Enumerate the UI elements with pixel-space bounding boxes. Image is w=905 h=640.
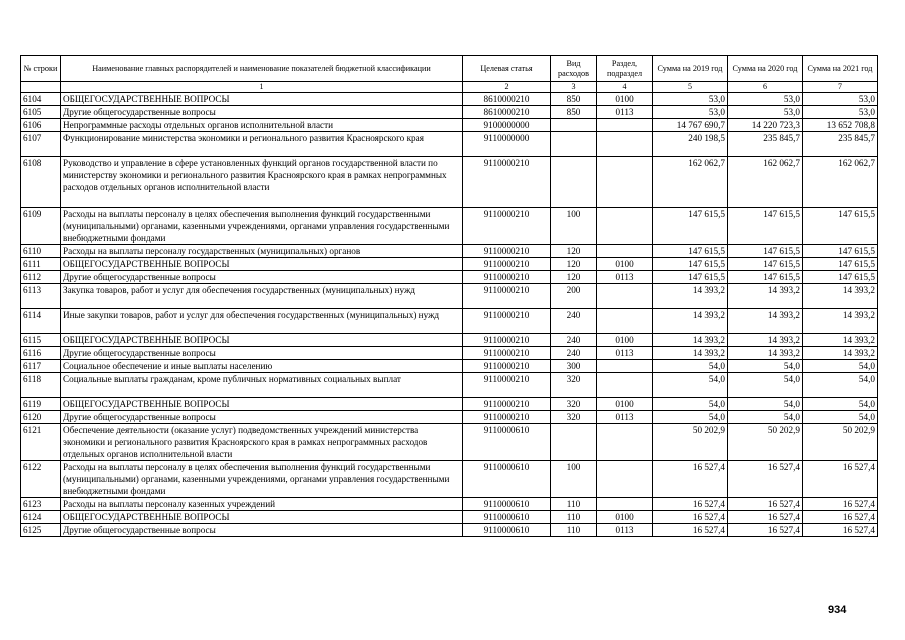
row-sum-2021: 147 615,5 [803, 245, 878, 258]
table-row [21, 258, 878, 271]
row-sum-2019: 50 202,9 [653, 424, 728, 461]
row-expense-type [551, 157, 597, 208]
table-row [21, 132, 878, 157]
row-section: 0100 [597, 398, 653, 411]
table-row [21, 119, 878, 132]
row-target-article: 9110000210 [463, 309, 551, 334]
row-expense-type: 110 [551, 511, 597, 524]
row-target-article: 9110000210 [463, 208, 551, 245]
row-expense-type: 240 [551, 347, 597, 360]
row-expense-type: 320 [551, 398, 597, 411]
row-section: 0100 [597, 93, 653, 106]
row-expense-type: 110 [551, 524, 597, 537]
row-sum-2019: 53,0 [653, 93, 728, 106]
table-row [21, 106, 878, 119]
row-sum-2021: 14 393,2 [803, 309, 878, 334]
row-number: 6124 [21, 511, 61, 524]
header-expense-type: Вид расходов [551, 56, 597, 82]
row-number: 6121 [21, 424, 61, 461]
row-expense-type: 110 [551, 498, 597, 511]
row-sum-2019: 14 767 690,7 [653, 119, 728, 132]
row-sum-2021: 147 615,5 [803, 258, 878, 271]
row-sum-2020: 147 615,5 [728, 258, 803, 271]
row-sum-2020: 147 615,5 [728, 208, 803, 245]
row-name: Расходы на выплаты персоналу казенных учреждений [61, 498, 463, 511]
row-number: 6117 [21, 360, 61, 373]
row-expense-type: 320 [551, 411, 597, 424]
row-name: Социальное обеспечение и иные выплаты населению [61, 360, 463, 373]
page-number: 934 [828, 604, 847, 616]
row-sum-2019: 53,0 [653, 106, 728, 119]
row-sum-2019: 147 615,5 [653, 208, 728, 245]
row-expense-type: 200 [551, 284, 597, 309]
row-section [597, 424, 653, 461]
row-expense-type: 120 [551, 245, 597, 258]
row-expense-type: 300 [551, 360, 597, 373]
table-body [21, 93, 878, 537]
row-target-article: 9110000210 [463, 157, 551, 208]
row-sum-2021: 54,0 [803, 373, 878, 398]
row-section [597, 360, 653, 373]
row-expense-type: 850 [551, 106, 597, 119]
row-sum-2020: 16 527,4 [728, 498, 803, 511]
row-sum-2021: 14 393,2 [803, 347, 878, 360]
row-name: Расходы на выплаты персоналу в целях обеспечения выполнения функций государственными (муниципальными) органами, казенными учреждениями, органами управления государственными внебюджетными фондами [61, 208, 463, 245]
row-target-article: 9110000610 [463, 424, 551, 461]
row-name: Другие общегосударственные вопросы [61, 106, 463, 119]
row-section [597, 498, 653, 511]
header-target: Целевая статья [463, 56, 551, 82]
row-expense-type: 240 [551, 309, 597, 334]
row-sum-2019: 162 062,7 [653, 157, 728, 208]
table-row [21, 498, 878, 511]
row-sum-2019: 14 393,2 [653, 334, 728, 347]
table-row [21, 245, 878, 258]
row-sum-2020: 162 062,7 [728, 157, 803, 208]
row-expense-type: 320 [551, 373, 597, 398]
row-name: Другие общегосударственные вопросы [61, 524, 463, 537]
row-sum-2021: 16 527,4 [803, 461, 878, 498]
table-header-row [21, 56, 878, 82]
row-sum-2019: 54,0 [653, 411, 728, 424]
row-expense-type [551, 132, 597, 157]
column-number: 4 [597, 82, 653, 93]
row-target-article: 9110000610 [463, 498, 551, 511]
row-number: 6112 [21, 271, 61, 284]
row-expense-type: 100 [551, 208, 597, 245]
row-target-article: 9110000210 [463, 360, 551, 373]
table-row [21, 411, 878, 424]
row-number: 6116 [21, 347, 61, 360]
row-section: 0113 [597, 347, 653, 360]
row-sum-2021: 50 202,9 [803, 424, 878, 461]
row-target-article: 9110000210 [463, 258, 551, 271]
row-sum-2020: 54,0 [728, 360, 803, 373]
row-section: 0100 [597, 511, 653, 524]
row-number: 6104 [21, 93, 61, 106]
header-sum-2020: Сумма на 2020 год [728, 56, 803, 82]
row-number: 6120 [21, 411, 61, 424]
row-number: 6125 [21, 524, 61, 537]
column-number: 2 [463, 82, 551, 93]
row-sum-2021: 53,0 [803, 93, 878, 106]
row-sum-2019: 54,0 [653, 373, 728, 398]
row-target-article: 9110000610 [463, 511, 551, 524]
header-sum-2021: Сумма на 2021 год [803, 56, 878, 82]
row-name: Другие общегосударственные вопросы [61, 347, 463, 360]
row-section [597, 157, 653, 208]
row-target-article: 9110000210 [463, 411, 551, 424]
row-expense-type: 240 [551, 334, 597, 347]
row-number: 6119 [21, 398, 61, 411]
row-sum-2020: 53,0 [728, 106, 803, 119]
row-target-article: 9110000610 [463, 524, 551, 537]
row-name: Непрограммные расходы отдельных органов исполнительной власти [61, 119, 463, 132]
header-row-no: № строки [21, 56, 61, 82]
table-row [21, 334, 878, 347]
row-section [597, 284, 653, 309]
row-sum-2020: 16 527,4 [728, 524, 803, 537]
row-number: 6122 [21, 461, 61, 498]
row-sum-2021: 16 527,4 [803, 524, 878, 537]
row-sum-2019: 240 198,5 [653, 132, 728, 157]
row-sum-2019: 147 615,5 [653, 245, 728, 258]
row-name: ОБЩЕГОСУДАРСТВЕННЫЕ ВОПРОСЫ [61, 511, 463, 524]
row-target-article: 9110000210 [463, 284, 551, 309]
row-name: Социальные выплаты гражданам, кроме публичных нормативных социальных выплат [61, 373, 463, 398]
row-sum-2020: 16 527,4 [728, 511, 803, 524]
row-number: 6115 [21, 334, 61, 347]
row-number: 6111 [21, 258, 61, 271]
row-number: 6114 [21, 309, 61, 334]
row-section: 0100 [597, 258, 653, 271]
row-number: 6107 [21, 132, 61, 157]
row-name: Руководство и управление в сфере установленных функций органов государственной власти по министерству экономики и регионального развития Красноярского края в рамках непрограммных расходов отдельных органов исполнительной власти [61, 157, 463, 208]
row-expense-type [551, 424, 597, 461]
column-number: 5 [653, 82, 728, 93]
row-sum-2021: 53,0 [803, 106, 878, 119]
row-sum-2021: 16 527,4 [803, 511, 878, 524]
row-sum-2019: 16 527,4 [653, 511, 728, 524]
table-row [21, 309, 878, 334]
row-section: 0113 [597, 411, 653, 424]
table-row [21, 208, 878, 245]
row-section: 0113 [597, 106, 653, 119]
row-sum-2020: 14 393,2 [728, 309, 803, 334]
table-row [21, 157, 878, 208]
row-section [597, 461, 653, 498]
row-sum-2021: 235 845,7 [803, 132, 878, 157]
row-number: 6109 [21, 208, 61, 245]
budget-sheet [20, 55, 878, 537]
row-name: Расходы на выплаты персоналу государственных (муниципальных) органов [61, 245, 463, 258]
row-sum-2020: 50 202,9 [728, 424, 803, 461]
row-number: 6106 [21, 119, 61, 132]
row-name: Обеспечение деятельности (оказание услуг) подведомственных учреждений министерства экономики и регионального развития Красноярского края в рамках непрограммных расходов отдельных органов исполнительной власти [61, 424, 463, 461]
row-sum-2020: 14 220 723,3 [728, 119, 803, 132]
header-name: Наименование главных распорядителей и наименование показателей бюджетной классификации [61, 56, 463, 82]
table-row [21, 524, 878, 537]
row-number: 6105 [21, 106, 61, 119]
column-number: 6 [728, 82, 803, 93]
row-target-article: 9110000210 [463, 334, 551, 347]
row-name: Закупка товаров, работ и услуг для обеспечения государственных (муниципальных) нужд [61, 284, 463, 309]
row-sum-2020: 53,0 [728, 93, 803, 106]
row-target-article: 9110000210 [463, 347, 551, 360]
column-number [21, 82, 61, 93]
row-sum-2019: 16 527,4 [653, 498, 728, 511]
row-section [597, 309, 653, 334]
row-sum-2020: 16 527,4 [728, 461, 803, 498]
row-number: 6108 [21, 157, 61, 208]
row-sum-2019: 16 527,4 [653, 524, 728, 537]
row-sum-2021: 147 615,5 [803, 208, 878, 245]
row-sum-2019: 14 393,2 [653, 347, 728, 360]
row-sum-2020: 14 393,2 [728, 334, 803, 347]
row-section [597, 132, 653, 157]
row-section: 0113 [597, 524, 653, 537]
table-row [21, 271, 878, 284]
row-name: Функционирование министерства экономики и регионального развития Красноярского края [61, 132, 463, 157]
budget-table [20, 55, 878, 537]
header-section: Раздел, подраздел [597, 56, 653, 82]
table-row [21, 511, 878, 524]
row-name: Другие общегосударственные вопросы [61, 411, 463, 424]
row-section [597, 373, 653, 398]
row-target-article: 9110000000 [463, 132, 551, 157]
row-sum-2020: 14 393,2 [728, 284, 803, 309]
row-expense-type: 120 [551, 258, 597, 271]
row-section: 0113 [597, 271, 653, 284]
row-section: 0100 [597, 334, 653, 347]
table-row [21, 461, 878, 498]
row-target-article: 9100000000 [463, 119, 551, 132]
table-row [21, 347, 878, 360]
row-name: ОБЩЕГОСУДАРСТВЕННЫЕ ВОПРОСЫ [61, 93, 463, 106]
column-number-row [21, 82, 878, 93]
table-row [21, 360, 878, 373]
row-target-article: 9110000610 [463, 461, 551, 498]
row-sum-2021: 147 615,5 [803, 271, 878, 284]
row-sum-2019: 14 393,2 [653, 284, 728, 309]
row-name: Другие общегосударственные вопросы [61, 271, 463, 284]
row-number: 6118 [21, 373, 61, 398]
table-row [21, 373, 878, 398]
row-name: ОБЩЕГОСУДАРСТВЕННЫЕ ВОПРОСЫ [61, 258, 463, 271]
row-sum-2019: 54,0 [653, 360, 728, 373]
row-sum-2021: 13 652 708,8 [803, 119, 878, 132]
row-sum-2019: 147 615,5 [653, 258, 728, 271]
row-expense-type: 850 [551, 93, 597, 106]
column-number: 3 [551, 82, 597, 93]
row-sum-2021: 16 527,4 [803, 498, 878, 511]
row-expense-type [551, 119, 597, 132]
row-sum-2020: 147 615,5 [728, 271, 803, 284]
row-sum-2021: 162 062,7 [803, 157, 878, 208]
row-target-article: 8610000210 [463, 93, 551, 106]
row-number: 6113 [21, 284, 61, 309]
row-sum-2020: 54,0 [728, 411, 803, 424]
row-target-article: 9110000210 [463, 398, 551, 411]
table-row [21, 424, 878, 461]
column-number: 7 [803, 82, 878, 93]
row-section [597, 119, 653, 132]
row-sum-2021: 54,0 [803, 360, 878, 373]
row-target-article: 9110000210 [463, 373, 551, 398]
row-number: 6110 [21, 245, 61, 258]
row-name: Расходы на выплаты персоналу в целях обеспечения выполнения функций государственными (муниципальными) органами, казенными учреждениями, органами управления государственными внебюджетными фондами [61, 461, 463, 498]
row-sum-2019: 147 615,5 [653, 271, 728, 284]
row-name: ОБЩЕГОСУДАРСТВЕННЫЕ ВОПРОСЫ [61, 398, 463, 411]
row-expense-type: 100 [551, 461, 597, 498]
row-number: 6123 [21, 498, 61, 511]
row-section [597, 208, 653, 245]
row-name: ОБЩЕГОСУДАРСТВЕННЫЕ ВОПРОСЫ [61, 334, 463, 347]
row-target-article: 9110000210 [463, 271, 551, 284]
row-expense-type: 120 [551, 271, 597, 284]
row-sum-2020: 54,0 [728, 398, 803, 411]
row-sum-2020: 14 393,2 [728, 347, 803, 360]
header-sum-2019: Сумма на 2019 год [653, 56, 728, 82]
row-sum-2020: 54,0 [728, 373, 803, 398]
row-sum-2020: 235 845,7 [728, 132, 803, 157]
row-name: Иные закупки товаров, работ и услуг для обеспечения государственных (муниципальных) нужд [61, 309, 463, 334]
row-sum-2019: 14 393,2 [653, 309, 728, 334]
row-sum-2021: 14 393,2 [803, 284, 878, 309]
row-sum-2019: 54,0 [653, 398, 728, 411]
row-target-article: 9110000210 [463, 245, 551, 258]
row-sum-2021: 14 393,2 [803, 334, 878, 347]
row-sum-2020: 147 615,5 [728, 245, 803, 258]
row-sum-2019: 16 527,4 [653, 461, 728, 498]
column-number: 1 [61, 82, 463, 93]
table-row [21, 398, 878, 411]
row-section [597, 245, 653, 258]
row-sum-2021: 54,0 [803, 398, 878, 411]
table-row [21, 93, 878, 106]
row-target-article: 8610000210 [463, 106, 551, 119]
table-row [21, 284, 878, 309]
row-sum-2021: 54,0 [803, 411, 878, 424]
